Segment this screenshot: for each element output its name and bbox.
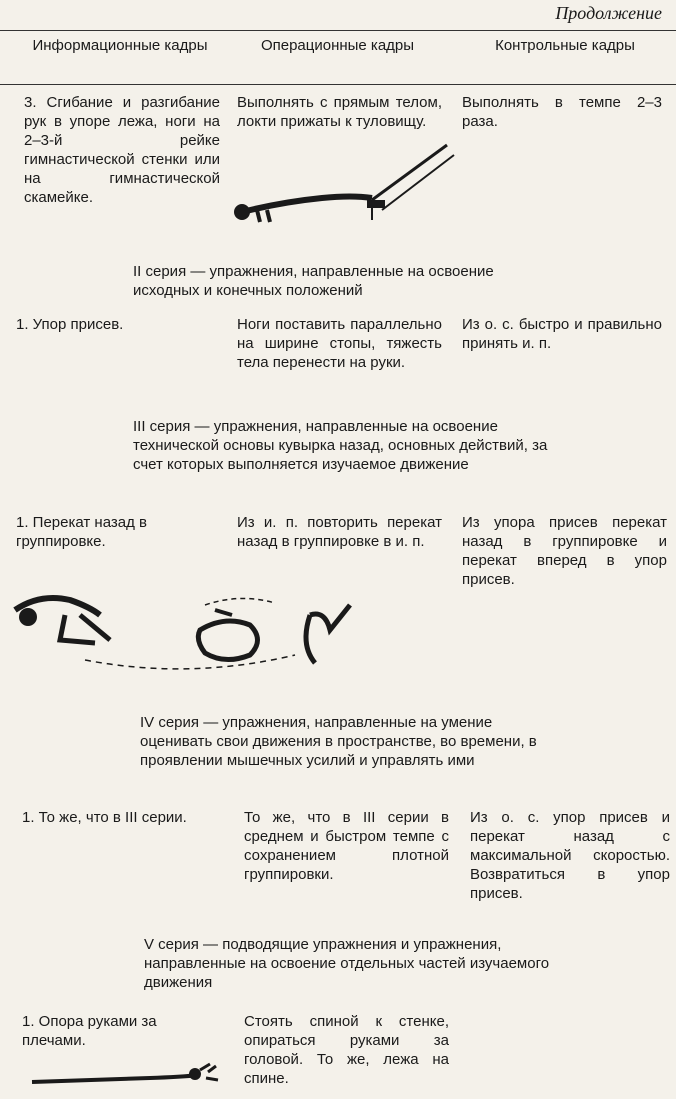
push-up-figure-illustration xyxy=(222,140,462,240)
column-header-control: Контрольные кадры xyxy=(495,37,635,54)
column-header-operational: Операционные кадры xyxy=(260,37,415,54)
series-4-title: IV серия — упражнения, направленные на умение оценивать свои движения в пространстве, во времени, в проявлении мышечных усилий и управлять ими xyxy=(140,714,537,769)
column-header-info: Информационные кадры xyxy=(32,37,208,54)
series3-row1-operational-cell: Из и. п. повторить перекат назад в группировке в и. п. xyxy=(237,514,442,550)
series-2-title: II серия — упражнения, направленные на освоение исходных и конечных положений xyxy=(133,263,494,299)
series3-row1-info-cell: 1. Перекат назад в группировке. xyxy=(16,514,147,550)
backward-roll-figures-illustration xyxy=(10,585,380,685)
series2-row1-info-cell: 1. Упор присев. xyxy=(16,316,124,333)
series2-row1-operational-cell: Ноги поставить параллельно на ширине стопы, тяжесть тела перенести на руки. xyxy=(237,316,442,371)
series5-row1-operational-cell: Стоять спиной к стенке, опираться руками за головой. То же, лежа на спине. xyxy=(244,1013,449,1087)
series5-row1-info-cell: 1. Опора руками за плечами. xyxy=(22,1013,157,1049)
series3-row1-control-cell: Из упора присев перекат назад в группировке и перекат вперед в упор присев. xyxy=(462,514,667,588)
continuation-label: Продолжение xyxy=(555,3,662,23)
series4-row1-info-cell: 1. То же, что в III серии. xyxy=(22,809,187,826)
header-bottom-rule xyxy=(0,84,676,85)
series-3-title: III серия — упражнения, направленные на освоение технической основы кувырка назад, основных действий, за счет которых выполняется изучаемое движение xyxy=(133,418,548,473)
series-5-title: V серия — подводящие упражнения и упражнения, направленные на освоение отдельных частей изучаемого движения xyxy=(144,936,550,991)
header-top-rule xyxy=(0,30,676,31)
series4-row1-operational-cell: То же, что в III серии в среднем и быстром темпе с сохранением плотной группировки. xyxy=(244,809,449,883)
series4-row1-control-cell: Из о. с. упор присев и перекат назад с максимальной скоростью. Возвратиться в упор присев. xyxy=(470,809,670,902)
lying-support-figure-illustration xyxy=(30,1060,230,1095)
row3-operational-cell: Выполнять с прямым телом, локти прижаты к туловищу. xyxy=(237,94,442,130)
row3-info-cell: 3. Сгибание и разгибание рук в упоре лежа, ноги на 2–3-й рейке гимнастической стенки или на гимнастической скамейке. xyxy=(24,94,220,206)
series2-row1-control-cell: Из о. с. быстро и правильно принять и. п. xyxy=(462,316,662,352)
row3-control-cell: Выполнять в темпе 2–3 раза. xyxy=(462,94,662,130)
